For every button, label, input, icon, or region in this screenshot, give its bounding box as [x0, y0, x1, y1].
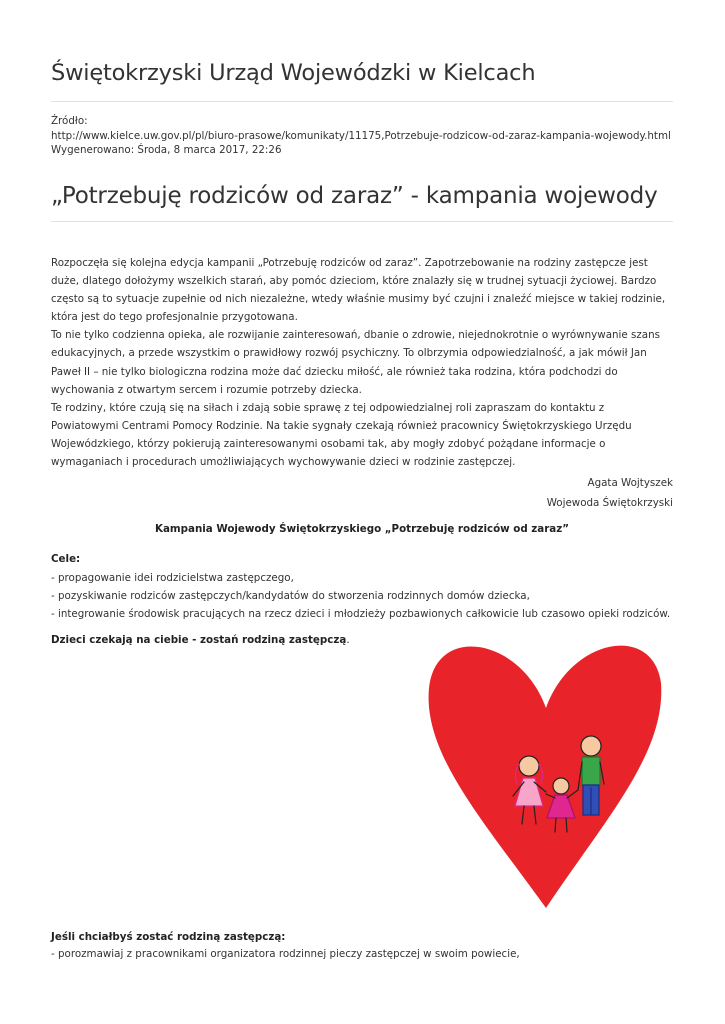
article-body	[51, 254, 673, 471]
cta-tail: .	[346, 634, 350, 646]
howto-item: - porozmawiaj z pracownikami organizatora rodzinnej pieczy zastępczej w swoim powiecie,	[51, 948, 520, 960]
goal-item: - integrowanie środowisk pracujących na rzecz dzieci i młodzieży pozbawionych całkowicie lub czasowo opieki rodziców.	[51, 608, 671, 621]
paragraph: Te rodziny, które czują się na siłach i zdają sobie sprawę z tej odpowiedzialnej roli zapraszam do kontaktu z Powiatowymi Centrami Pomocy Rodzinie. Na takie sygnały czekają również pracownicy Świętokrzyskiego Urzędu Wojewódzkiego, którzy pokierują zainteresowanymi osobami tak, aby mogły zdobyć pożądane informacje o wymaganiach i procedurach umożliwiających wychowywanie dzieci w rodzinie zastępczej.	[51, 401, 632, 469]
goals-heading: Cele:	[51, 553, 81, 565]
site-title: Świętokrzyski Urząd Wojewódzki w Kielcach	[51, 60, 536, 86]
source-label: Źródło:	[51, 115, 88, 127]
heart-shape	[429, 646, 662, 908]
source-url: http://www.kielce.uw.gov.pl/pl/biuro-prasowe/komunikaty/11175,Potrzebuje-rodzicow-od-zaraz-kampania-wojewody.html	[51, 129, 671, 142]
campaign-title: Kampania Wojewody Świętokrzyskiego „Potrzebuję rodziców od zaraz”	[154, 523, 570, 535]
source-meta	[51, 114, 671, 158]
call-to-action	[51, 634, 350, 646]
divider	[51, 221, 673, 222]
article-title: „Potrzebuję rodziców od zaraz” - kampania wojewody	[51, 183, 658, 209]
howto-list	[51, 948, 520, 960]
generated-timestamp: Wygenerowano: Środa, 8 marca 2017, 22:26	[51, 144, 282, 156]
goal-item: - propagowanie idei rodzicielstwa zastępczego,	[51, 572, 294, 584]
cta-bold: Dzieci czekają na ciebie - zostań rodziną zastępczą	[51, 634, 347, 646]
signature	[547, 473, 673, 513]
goal-item: - pozyskiwanie rodziców zastępczych/kandydatów do stworzenia rodzinnych domów dziecka,	[51, 590, 530, 603]
paragraph: To nie tylko codzienna opieka, ale rozwijanie zainteresowań, dbanie o zdrowie, niejednokrotnie o wyrównywanie szans edukacyjnych, a przede wszystkim o prawidłowy rozwój psychiczny. To olbrzymia odpowiedzialność, a jak mówił Jan Paweł II – nie tylko biologiczna rodzina może dać dziecku miłość, ale również taka rodzina, która podchodzi do wychowania z otwartym sercem i rozumie potrzeby dziecka.	[51, 329, 660, 396]
signature-name: Agata Wojtyszek	[587, 477, 673, 489]
divider	[51, 101, 673, 102]
signature-title: Wojewoda Świętokrzyski	[546, 497, 673, 509]
heart-family-drawing-icon	[421, 628, 671, 913]
goals-list	[51, 569, 670, 624]
paragraph: Rozpoczęła się kolejna edycja kampanii „Potrzebuję rodziców od zaraz”. Zapotrzebowanie na rodziny zastępcze jest duże, dlatego dołożymy wszelkich starań, aby pomóc dzieciom, które znalazły się w trudnej sytuacji życiowej. Bardzo często są to sytuacje zupełnie od nich niezależne, wtedy właśnie musimy być czujni i znaleźć miejsce w takiej rodzinie, która jest do tego profesjonalnie przygotowana.	[51, 257, 666, 324]
howto-heading: Jeśli chciałbyś zostać rodziną zastępczą:	[51, 931, 286, 943]
